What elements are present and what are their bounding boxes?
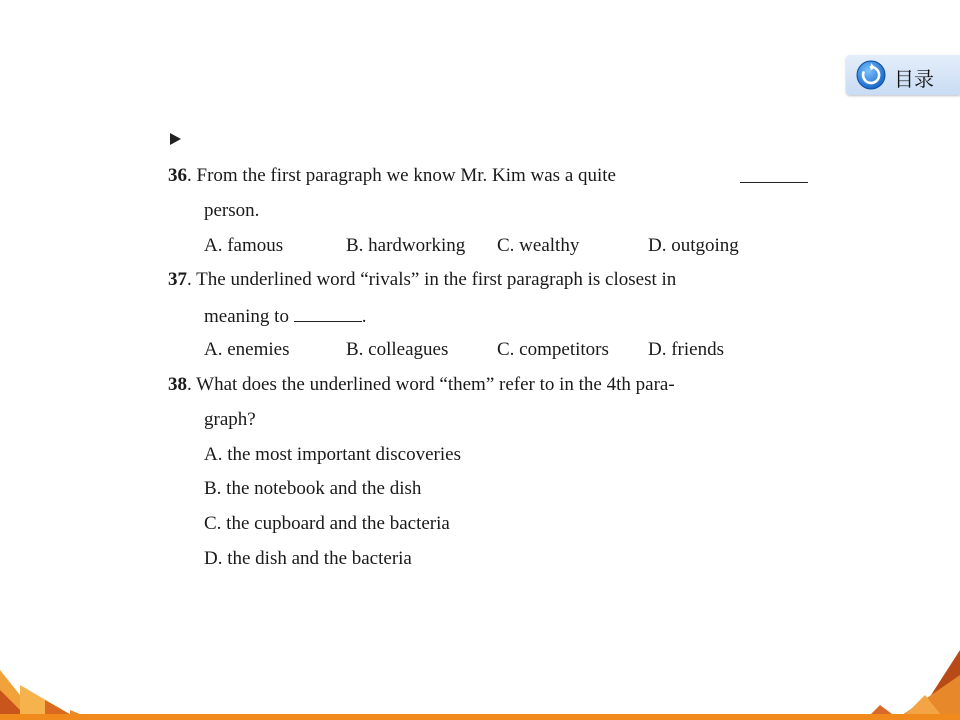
- question-number: 38: [168, 374, 187, 395]
- toc-button[interactable]: [846, 55, 960, 95]
- answer-blank: [294, 303, 362, 322]
- option-b: B. the notebook and the dish: [204, 478, 422, 499]
- option-c: C. competitors: [497, 339, 609, 360]
- question-38-line-1: [168, 373, 808, 397]
- question-number: 36: [168, 165, 187, 186]
- option-d: D. friends: [648, 339, 724, 360]
- toc-label: 目录: [894, 67, 934, 91]
- option-a: A. famous: [204, 235, 284, 256]
- question-36-line-1: [168, 164, 808, 188]
- question-37-line-1: [168, 268, 808, 292]
- option-d: D. the dish and the bacteria: [204, 548, 412, 569]
- question-text: . From the first paragraph we know Mr. Kim was a quite: [187, 165, 616, 186]
- decorative-corner-right: [860, 650, 960, 720]
- question-text: .: [361, 306, 367, 327]
- question-text: meaning to: [204, 306, 289, 327]
- bottom-bar: [0, 714, 960, 720]
- option-b: B. hardworking: [346, 235, 466, 256]
- option-c: C. wealthy: [497, 235, 580, 256]
- option-c: C. the cupboard and the bacteria: [204, 513, 450, 534]
- answer-blank: [740, 164, 808, 183]
- question-number: 37: [168, 269, 187, 290]
- question-36-line-2: person.: [204, 200, 260, 221]
- option-a: A. enemies: [204, 339, 290, 360]
- question-text: . The underlined word “rivals” in the first paragraph is closest in: [187, 269, 677, 290]
- option-a: A. the most important discoveries: [204, 444, 461, 465]
- question-37-line-2: [204, 303, 366, 329]
- option-d: D. outgoing: [648, 235, 739, 256]
- decorative-corner-left: [0, 660, 110, 720]
- return-icon: [856, 60, 886, 90]
- option-b: B. colleagues: [346, 339, 449, 360]
- play-marker-icon: [170, 133, 181, 145]
- question-38-line-2: graph?: [204, 409, 256, 430]
- question-text: . What does the underlined word “them” refer to in the 4th para-: [187, 374, 675, 395]
